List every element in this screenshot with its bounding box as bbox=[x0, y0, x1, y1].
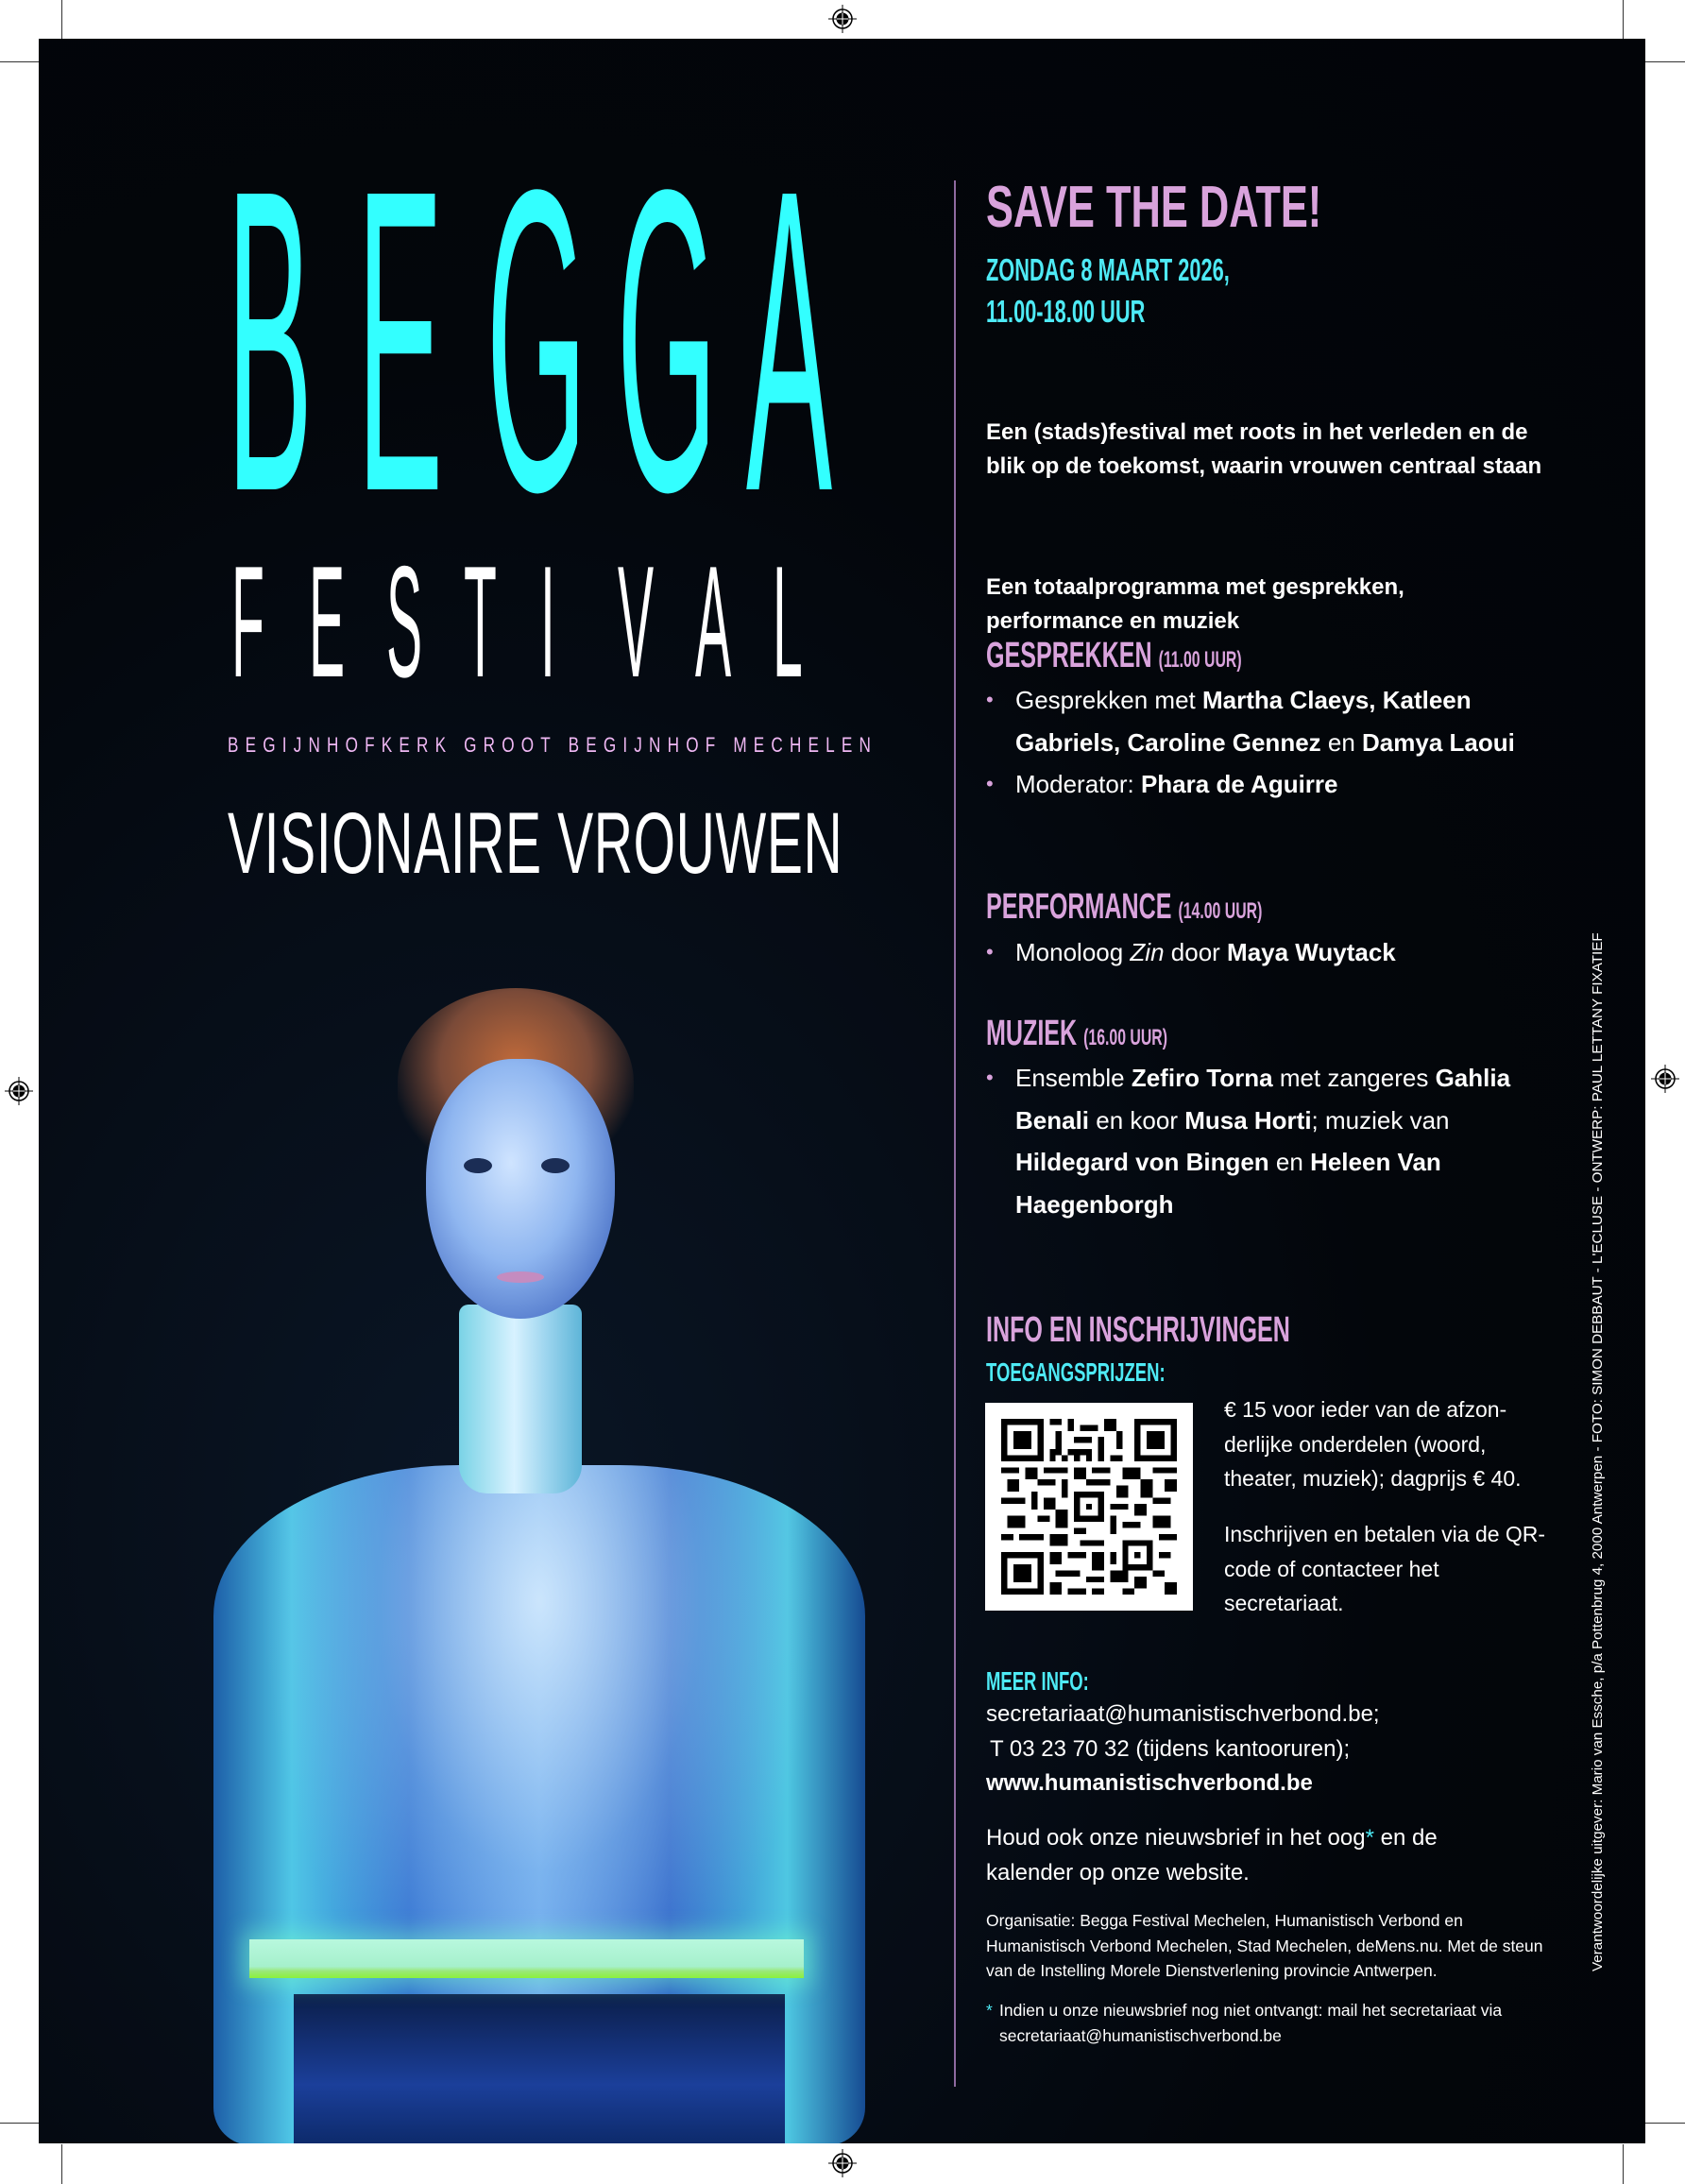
title-letter: G bbox=[486, 101, 587, 581]
info-heading: INFO EN INSCHRIJVINGEN bbox=[986, 1310, 1290, 1350]
date-block bbox=[986, 254, 1553, 328]
section-heading: MUZIEK bbox=[986, 1014, 1078, 1053]
section-heading: GESPREKKEN bbox=[986, 636, 1152, 675]
muziek-list bbox=[986, 1057, 1534, 1225]
organisation-credits: Organisatie: Begga Festival Mechelen, Humanistisch Verbond en Humanistisch Verbond Mechelen, Stad Mechelen, deMens.nu. Met de steun van de Instelling Morele Dienstverlening provincie Antwerpen. bbox=[986, 1911, 1543, 1980]
footnote: * Indien u onze nieuwsbrief nog niet ontvangt: mail het secretariaat via secretariaat@humanistischverbond.be bbox=[986, 1998, 1562, 2048]
festival-subtitle bbox=[231, 533, 808, 710]
subtitle-letter: I bbox=[540, 533, 556, 710]
title-letter: B bbox=[227, 101, 314, 581]
section-heading: PERFORMANCE bbox=[986, 887, 1172, 927]
subtitle-letter: T bbox=[463, 533, 497, 710]
registration-info: Inschrijven en betalen via de QR-code of contacteer het secretariaat. bbox=[1224, 1522, 1546, 1615]
list-item: • Ensemble Zefiro Torna met zangeres Gahlia Benali en koor Musa Horti; muziek van Hildegard von Bingen en Heleen Van Haegenborgh bbox=[986, 1057, 1534, 1225]
festival-theme: VISIONAIRE VROUWEN bbox=[228, 795, 843, 892]
newsletter-note: Houd ook onze nieuwsbrief in het oog* en de kalender op onze website. bbox=[986, 1825, 1438, 1885]
festival-title bbox=[227, 101, 833, 581]
crop-mark bbox=[0, 61, 39, 62]
registration-mark-icon bbox=[828, 5, 857, 33]
glowing-light-bar bbox=[249, 1939, 804, 1978]
gesprekken-list bbox=[986, 679, 1515, 806]
list-item: • Moderator: Phara de Aguirre bbox=[986, 763, 1515, 806]
price-info: € 15 voor ieder van de afzon-derlijke onderdelen (woord, theater, muziek); dagprijs € 40. bbox=[1224, 1397, 1522, 1491]
section-gesprekken bbox=[986, 637, 1553, 679]
photo-eye bbox=[541, 1158, 570, 1173]
subtitle-letter: F bbox=[231, 533, 264, 710]
more-info-section bbox=[986, 1667, 1553, 1696]
prices-section bbox=[986, 1358, 1553, 1387]
publisher-credits: Verantwoordelijke uitgever: Mario van Essche, p/a Pottenbrug 4, 2000 Antwerpen - FOTO: SIMON DEBBAUT - L'ECLUSE - ONTWERP: PAUL LETTANY FIXATIEF bbox=[1590, 932, 1606, 1971]
photo-neck bbox=[459, 1305, 582, 1493]
crop-mark bbox=[1645, 2123, 1685, 2124]
section-time: (14.00 UUR) bbox=[1178, 898, 1263, 924]
photo-mouth bbox=[497, 1271, 544, 1283]
registration-mark-icon bbox=[5, 1077, 33, 1105]
section-muziek bbox=[986, 1015, 1553, 1057]
registration-mark-icon bbox=[1651, 1065, 1679, 1093]
crop-mark bbox=[1645, 61, 1685, 62]
section-performance bbox=[986, 888, 1553, 930]
program-summary: Een totaalprogramma met gesprekken, performance en muziek bbox=[986, 574, 1404, 634]
subtitle-letter: S bbox=[385, 533, 422, 710]
section-time: (11.00 UUR) bbox=[1158, 647, 1242, 673]
list-item: • Monoloog Zin door Maya Wuytack bbox=[986, 931, 1515, 974]
crop-mark bbox=[61, 2144, 62, 2184]
subtitle-letter: L bbox=[772, 533, 803, 710]
registration-qr-code[interactable] bbox=[985, 1403, 1193, 1611]
registration-mark-icon bbox=[828, 2149, 857, 2177]
photo-eye bbox=[464, 1158, 492, 1173]
footnote-asterisk: * bbox=[986, 2001, 993, 2020]
venue-location: BEGIJNHOFKERK GROOT BEGIJNHOF MECHELEN bbox=[228, 733, 878, 757]
contact-block bbox=[986, 1698, 1553, 1801]
crop-mark bbox=[1623, 2144, 1624, 2184]
event-date: ZONDAG 8 MAART 2026, bbox=[986, 252, 1230, 287]
prices-heading: TOEGANGSPRIJZEN: bbox=[986, 1357, 1166, 1387]
qr-code-icon bbox=[1001, 1419, 1177, 1595]
section-time: (16.00 UUR) bbox=[1083, 1025, 1168, 1050]
title-letter: A bbox=[746, 101, 833, 581]
subtitle-letter: E bbox=[308, 533, 345, 710]
crop-mark bbox=[0, 2123, 39, 2124]
save-the-date-block bbox=[986, 175, 1553, 240]
photo-lower-body bbox=[294, 1994, 785, 2143]
crop-mark bbox=[61, 0, 62, 39]
crop-mark bbox=[1623, 0, 1624, 39]
footnote-asterisk: * bbox=[1365, 1825, 1374, 1851]
event-time: 11.00-18.00 UUR bbox=[986, 294, 1146, 329]
save-the-date-heading: SAVE THE DATE! bbox=[986, 175, 1322, 240]
website-link[interactable]: www.humanistischverbond.be bbox=[986, 1770, 1313, 1796]
more-info-heading: MEER INFO: bbox=[986, 1666, 1089, 1696]
list-item: • Gesprekken met Martha Claeys, Katleen Gabriels, Caroline Gennez en Damya Laoui bbox=[986, 679, 1515, 763]
title-letter: G bbox=[616, 101, 717, 581]
performance-list bbox=[986, 931, 1515, 974]
contact-phone: T 03 23 70 32 (tijdens kantooruren); bbox=[990, 1735, 1351, 1762]
subtitle-letter: V bbox=[618, 533, 655, 710]
title-letter: E bbox=[356, 101, 443, 581]
column-divider bbox=[954, 180, 956, 2087]
info-section bbox=[986, 1311, 1553, 1349]
contact-email[interactable]: secretariaat@humanistischverbond.be; bbox=[986, 1701, 1380, 1727]
intro-paragraph: Een (stads)festival met roots in het verleden en de blik op de toekomst, waarin vrouwen centraal staan bbox=[986, 419, 1542, 479]
poster bbox=[39, 39, 1645, 2143]
subtitle-letter: A bbox=[695, 533, 732, 710]
